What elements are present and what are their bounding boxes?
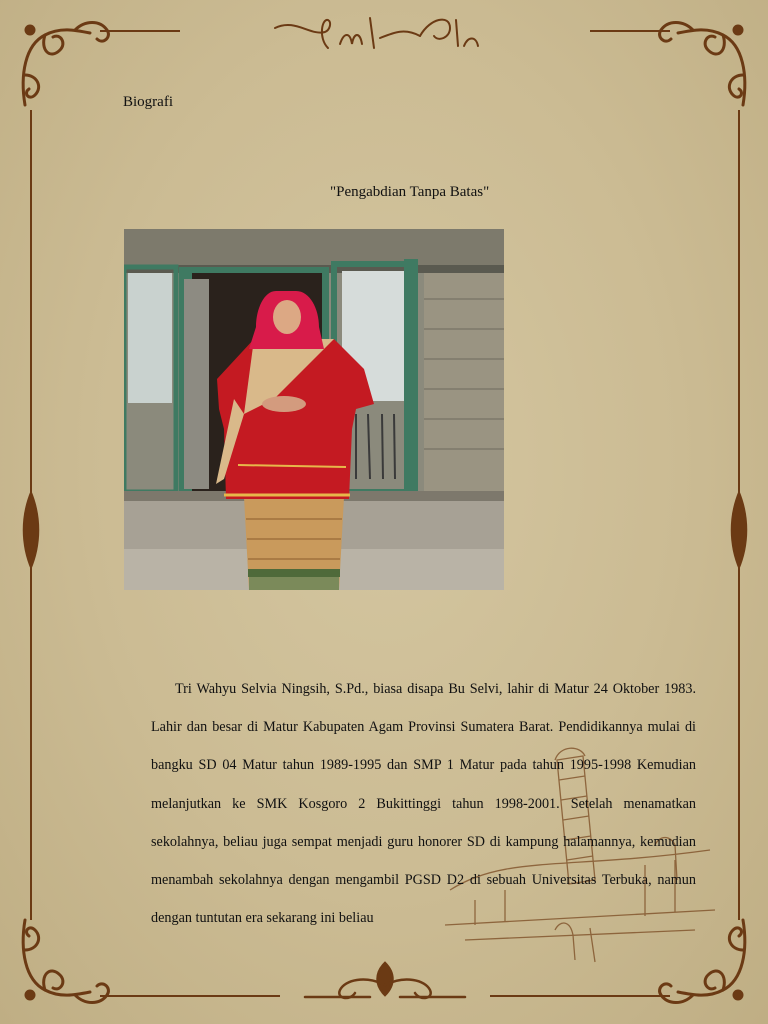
portrait-photo-illustration: [124, 229, 504, 590]
frame-bottom-right-line: [490, 995, 670, 997]
header-signature: [270, 8, 490, 56]
document-title: Biografi: [123, 94, 173, 110]
biography-paragraph: Tri Wahyu Selvia Ningsih, S.Pd., biasa disapa Bu Selvi, lahir di Matur 24 Oktober 1983. Lahir dan besar di Matur Kabupaten Agam Provinsi Sumatera Barat. Pendidikannya mulai di bangku SD 04 Matur tahun 1989-1995 dan SMP 1 Matur pada tahun 1995-1998 Kemudian melanjutkan ke SMK Kosgoro 2 Bukittinggi tahun 1998-2001. Setelah menamatkan sekolahnya, beliau juga sempat menjadi guru honorer SD di kampung halamannya, kemudian menambah sekolahnya dengan mengambil PGSD D2 di sebuah Universitas Terbuka, namun dengan tuntutan era sekarang ini beliau: [151, 681, 696, 927]
corner-ornament-top-left: [15, 15, 115, 115]
corner-ornament-bottom-left: [15, 910, 115, 1010]
right-side-leaf-ornament: [728, 490, 750, 570]
biography-body: [151, 670, 696, 937]
left-side-leaf-ornament: [20, 490, 42, 570]
portrait-photo: [124, 229, 504, 590]
document-subtitle: "Pengabdian Tanpa Batas": [330, 184, 490, 200]
frame-bottom-left-line: [100, 995, 280, 997]
corner-ornament-top-right: [653, 15, 753, 115]
